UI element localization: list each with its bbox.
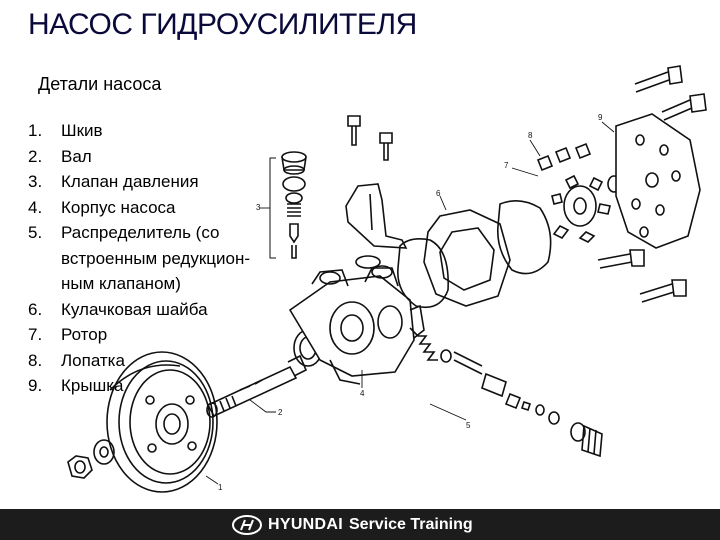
item-text: Ротор [61, 325, 108, 344]
item-text: Шкив [61, 121, 103, 140]
item-number: 6. [28, 299, 43, 319]
nut-washer-part [68, 440, 114, 478]
item-number: 4. [28, 197, 43, 217]
item-number: 7. [28, 325, 43, 344]
item-text: Вал [61, 146, 92, 166]
footer-tagline: Service Training [349, 516, 473, 533]
page-subtitle: Детали насоса [38, 74, 162, 94]
gasket-right-part [498, 201, 551, 274]
item-number: 9. [28, 376, 43, 395]
item-text: Клапан давления [61, 172, 199, 191]
item-number: 1. [28, 121, 43, 140]
item-text: Распределитель (со встроенным редукцион-ным клапаном) [61, 223, 251, 293]
item-number: 5. [28, 223, 43, 242]
item-number: 3. [28, 172, 43, 191]
item-text: Кулачковая шайба [61, 299, 208, 319]
item-text: Лопатка [61, 350, 125, 370]
callout-1: 1 [218, 483, 223, 492]
callout-2: 2 [278, 408, 283, 417]
callout-8: 8 [528, 131, 533, 140]
callout-5: 5 [466, 421, 471, 430]
footer-bar [0, 509, 720, 540]
item-number: 2. [28, 146, 43, 166]
hyundai-logo-icon [232, 515, 262, 535]
pulley-part [107, 352, 217, 492]
bracket-part [346, 184, 406, 268]
cover-part [616, 114, 700, 248]
cam-ring-part [424, 210, 510, 306]
callout-6: 6 [436, 189, 441, 198]
item-number: 8. [28, 350, 43, 370]
item-text: Крышка [61, 376, 124, 395]
page-title: НАСОС ГИДРОУСИЛИТЕЛЯ [28, 8, 417, 41]
callout-3: 3 [256, 203, 261, 212]
item-text: Корпус насоса [61, 197, 176, 217]
footer-brand: HYUNDAI [268, 516, 343, 533]
footer-logo [232, 514, 473, 536]
gasket-left-part [398, 239, 448, 307]
shaft-part [207, 356, 306, 417]
callout-9: 9 [598, 113, 603, 122]
callout-4: 4 [360, 389, 365, 398]
pressure-valve-part [270, 152, 306, 258]
callout-7: 7 [504, 161, 509, 170]
top-bolts-part [348, 116, 392, 160]
flow-control-valve-part [410, 328, 602, 456]
